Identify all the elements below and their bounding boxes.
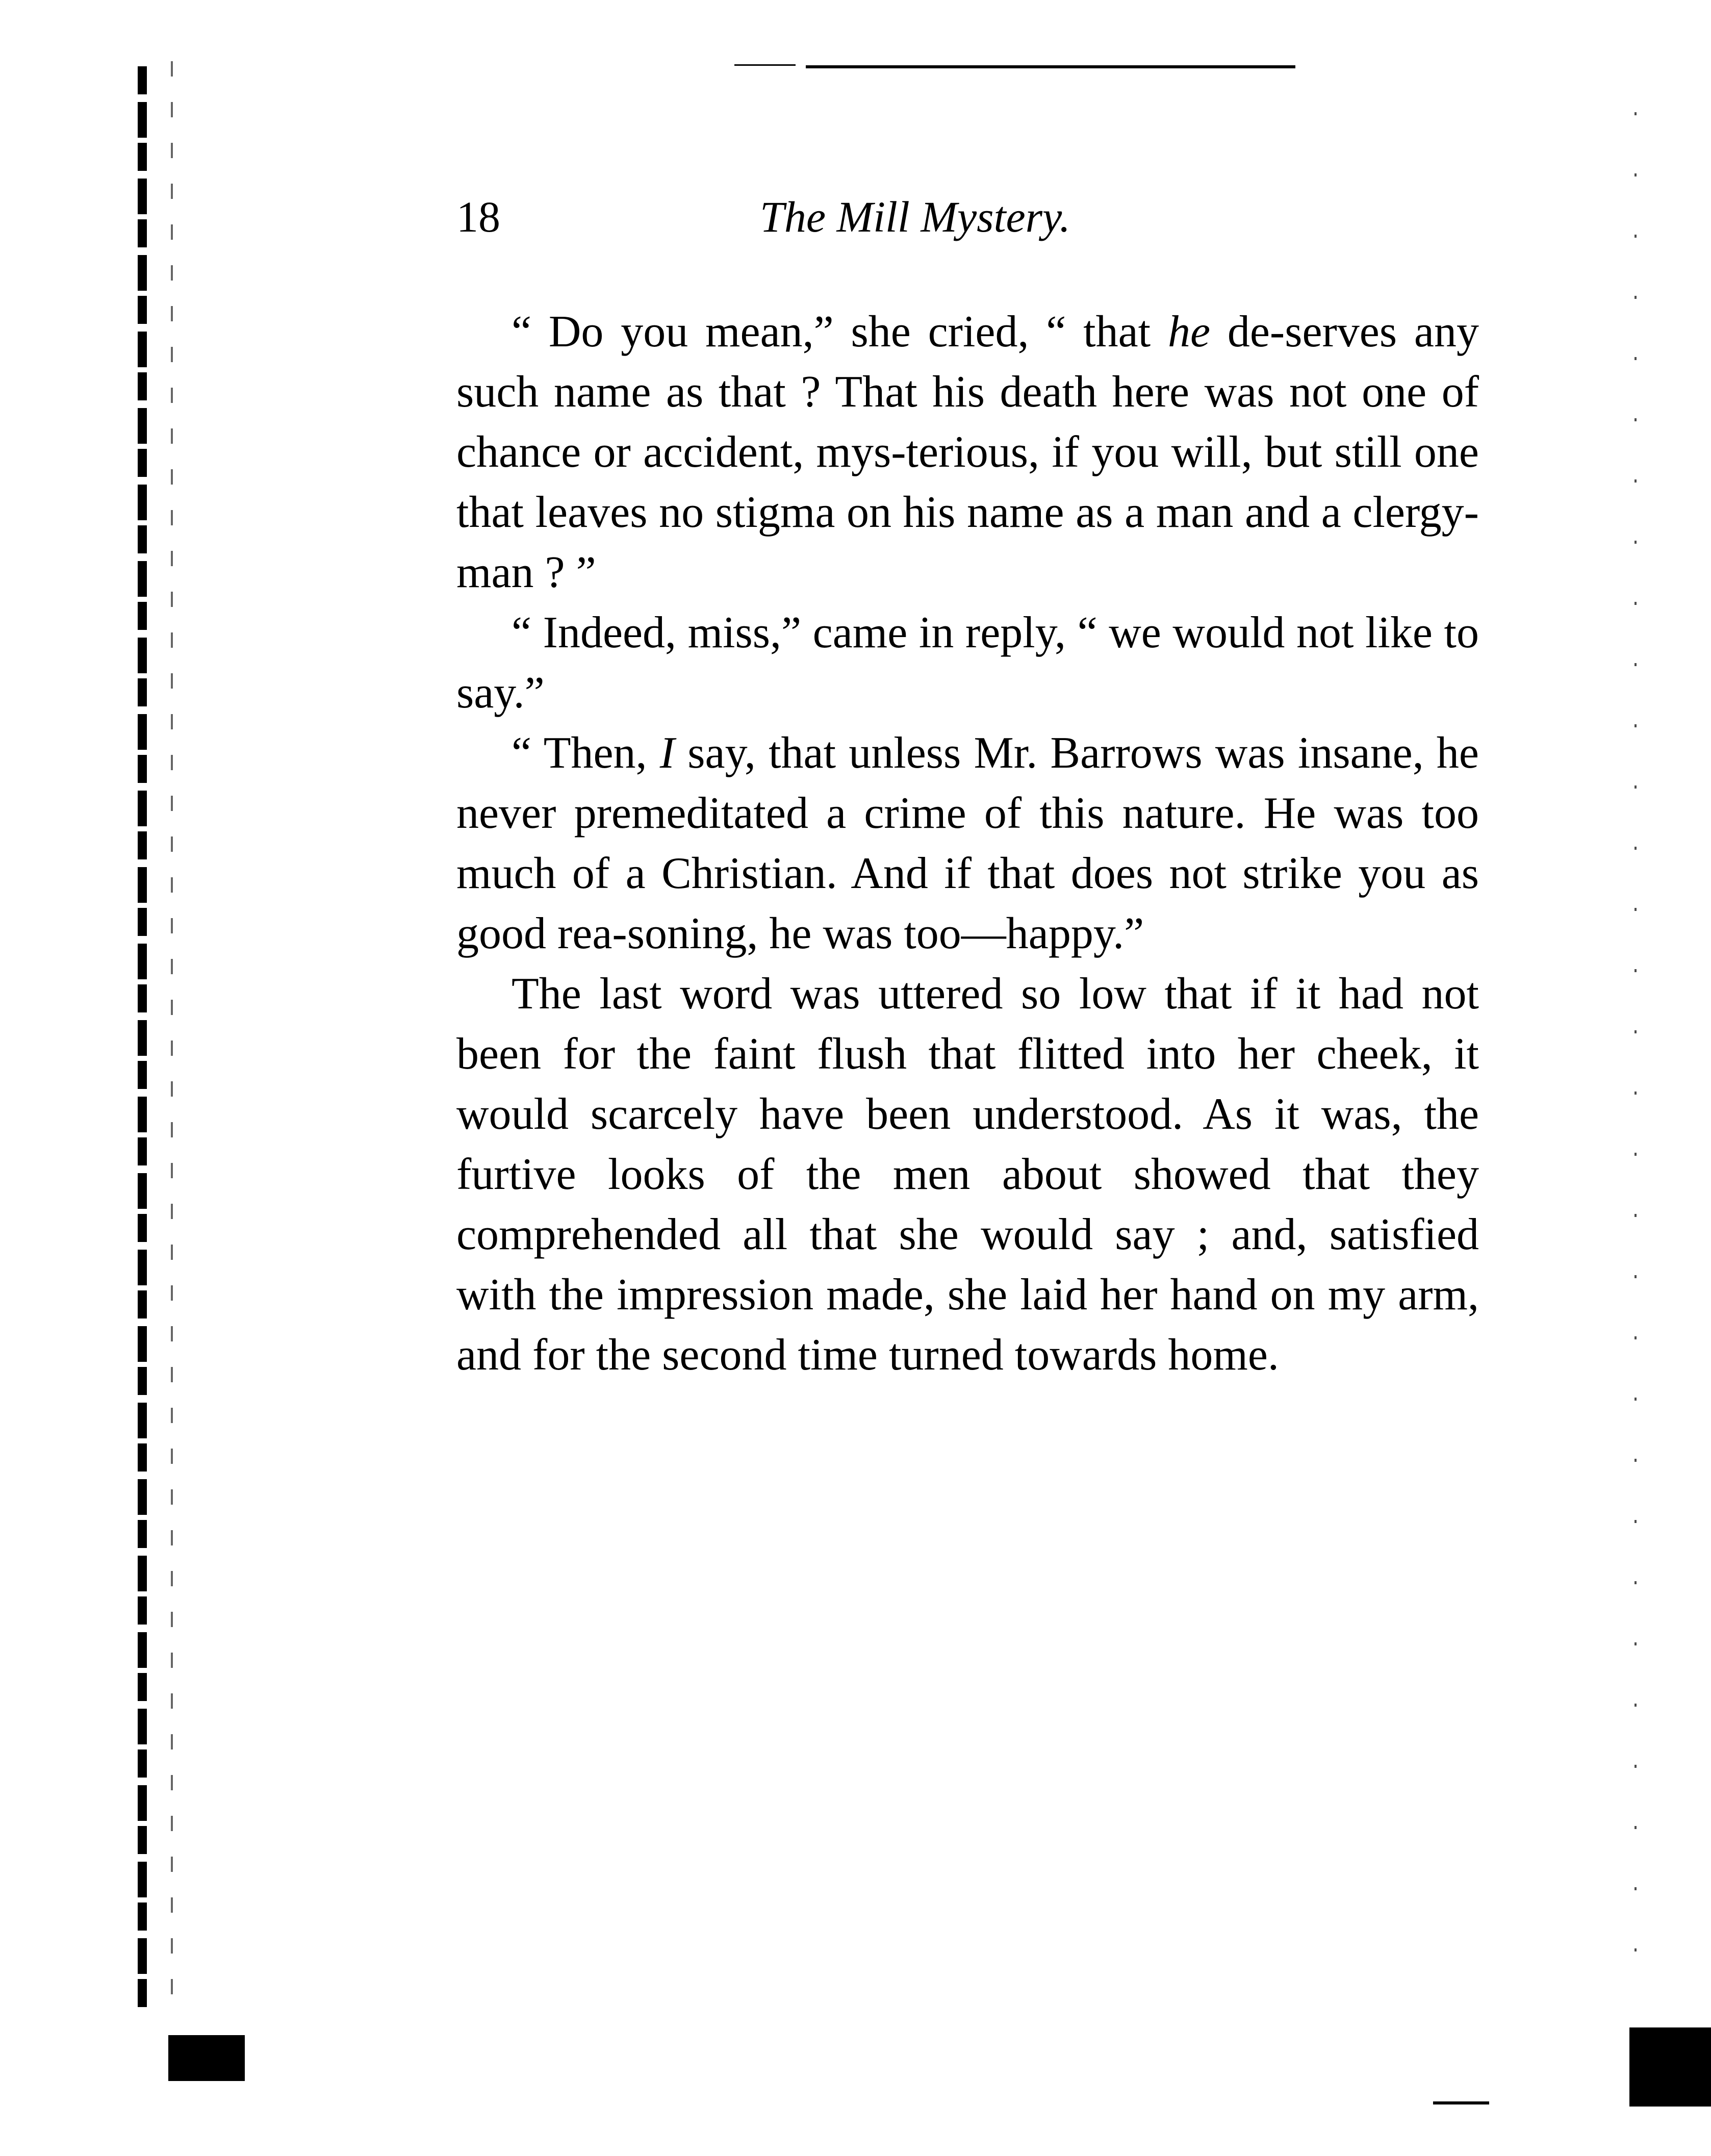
paragraph-3-emphasis: I [659, 728, 675, 778]
scan-edge-artifact-left [138, 66, 147, 2015]
paragraph-1 [456, 302, 1479, 603]
paragraph-4 [456, 964, 1479, 1385]
paragraph-3-before: “ Then, [512, 728, 660, 778]
scan-artifact-bottom-right [1629, 2027, 1711, 2107]
scan-artifact-top-short [734, 64, 796, 66]
paragraph-3-after: say, that unless Mr. Barrows was insane, he never premeditated a crime of this nature. He was too much of a Christian. And if that does not strike you as good rea-soning, he was too—happy.” [456, 728, 1479, 958]
paragraph-3 [456, 723, 1479, 964]
paragraph-2 [456, 603, 1479, 723]
scan-artifact-bottom-rule [1433, 2101, 1489, 2104]
paragraph-4-text: The last word was uttered so low that if it had not been for the faint flush that flitted into her cheek, it would scarcely have been understood. As it was, the furtive looks of the men about showed that they comprehended all that she would say ; and, satisfied with the impression made, she laid her hand on my arm, and for the second time turned towards home. [456, 969, 1479, 1380]
scan-artifact-bottom-left [168, 2035, 245, 2081]
scan-edge-artifact-left-thin [171, 61, 173, 2010]
scan-artifact-top-rule [806, 65, 1295, 68]
running-head [456, 191, 1170, 252]
scan-edge-artifact-right [1635, 112, 1637, 1999]
page-number: 18 [456, 192, 500, 241]
paragraph-1-after: de-serves any such name as that ? That his death here was not one of chance or accident, mys-terious, if you will, but still one that leaves no stigma on his name as a man and a clergy-man ? ” [456, 307, 1479, 597]
book-title: The Mill Mystery. [760, 192, 1071, 241]
paragraph-2-text: “ Indeed, miss,” came in reply, “ we would not like to say.” [456, 608, 1479, 718]
paragraph-1-before: “ Do you mean,” she cried, “ that [512, 307, 1168, 357]
body-text [456, 302, 1479, 1385]
paragraph-1-emphasis: he [1167, 307, 1211, 357]
